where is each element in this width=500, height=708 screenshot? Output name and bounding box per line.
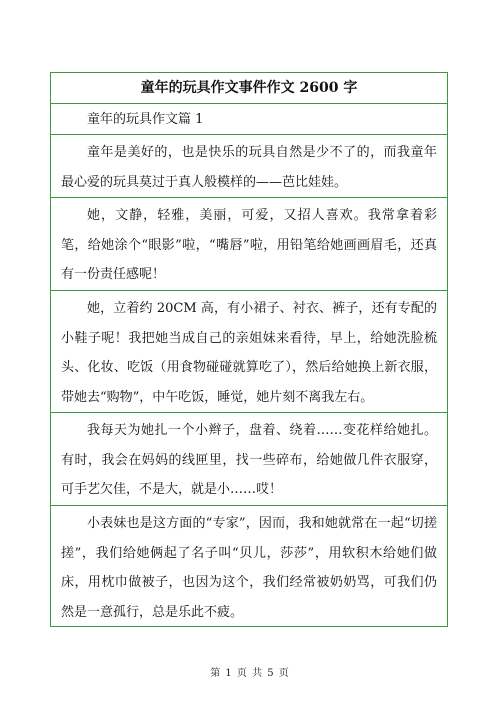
document-title: 童年的玩具作文事件作文 2600 字 xyxy=(51,73,447,104)
page-number: 第 1 页 共 5 页 xyxy=(210,668,290,679)
paragraph-5: 小表妹也是这方面的“专家”，因而，我和她就常在一起“切搓搓”，我们给她俩起了名子叫“贝儿，莎莎”，用软积木给她们做床，用枕巾做被子，也因为这个，我们经常被奶奶骂，可我们仍然是一意孤行，总是乐此不疲。 xyxy=(51,506,447,627)
section-heading: 童年的玩具作文篇 1 xyxy=(51,104,447,135)
paragraph-1: 童年是美好的，也是快乐的玩具自然是少不了的，而我童年最心爱的玩具莫过于真人般模样的——芭比娃娃。 xyxy=(51,135,447,198)
paragraph-2: 她，文静，轻雅，美丽，可爱，又招人喜欢。我常拿着彩笔，给她涂个“眼影”啦，“嘴唇”啦，用铅笔给她画画眉毛，还真有一份责任感呢！ xyxy=(51,198,447,291)
document-table xyxy=(50,72,448,627)
paragraph-4: 我每天为她扎一个小辫子，盘着、绕着……变花样给她扎。有时，我会在妈妈的线匣里，找一些碎布，给她做几件衣服穿，可手艺欠佳，不是大，就是小……哎！ xyxy=(51,413,447,506)
paragraph-3: 她，立着约 20CM 高，有小裙子、衬衣、裤子，还有专配的小鞋子呢！我把她当成自己的亲姐妹来看待，早上，给她洗脸梳头、化妆、吃饭（用食物碰碰就算吃了），然后给她换上新衣服，带她去“购物”，中午吃饭，睡觉，她片刻不离我左右。 xyxy=(51,291,447,413)
